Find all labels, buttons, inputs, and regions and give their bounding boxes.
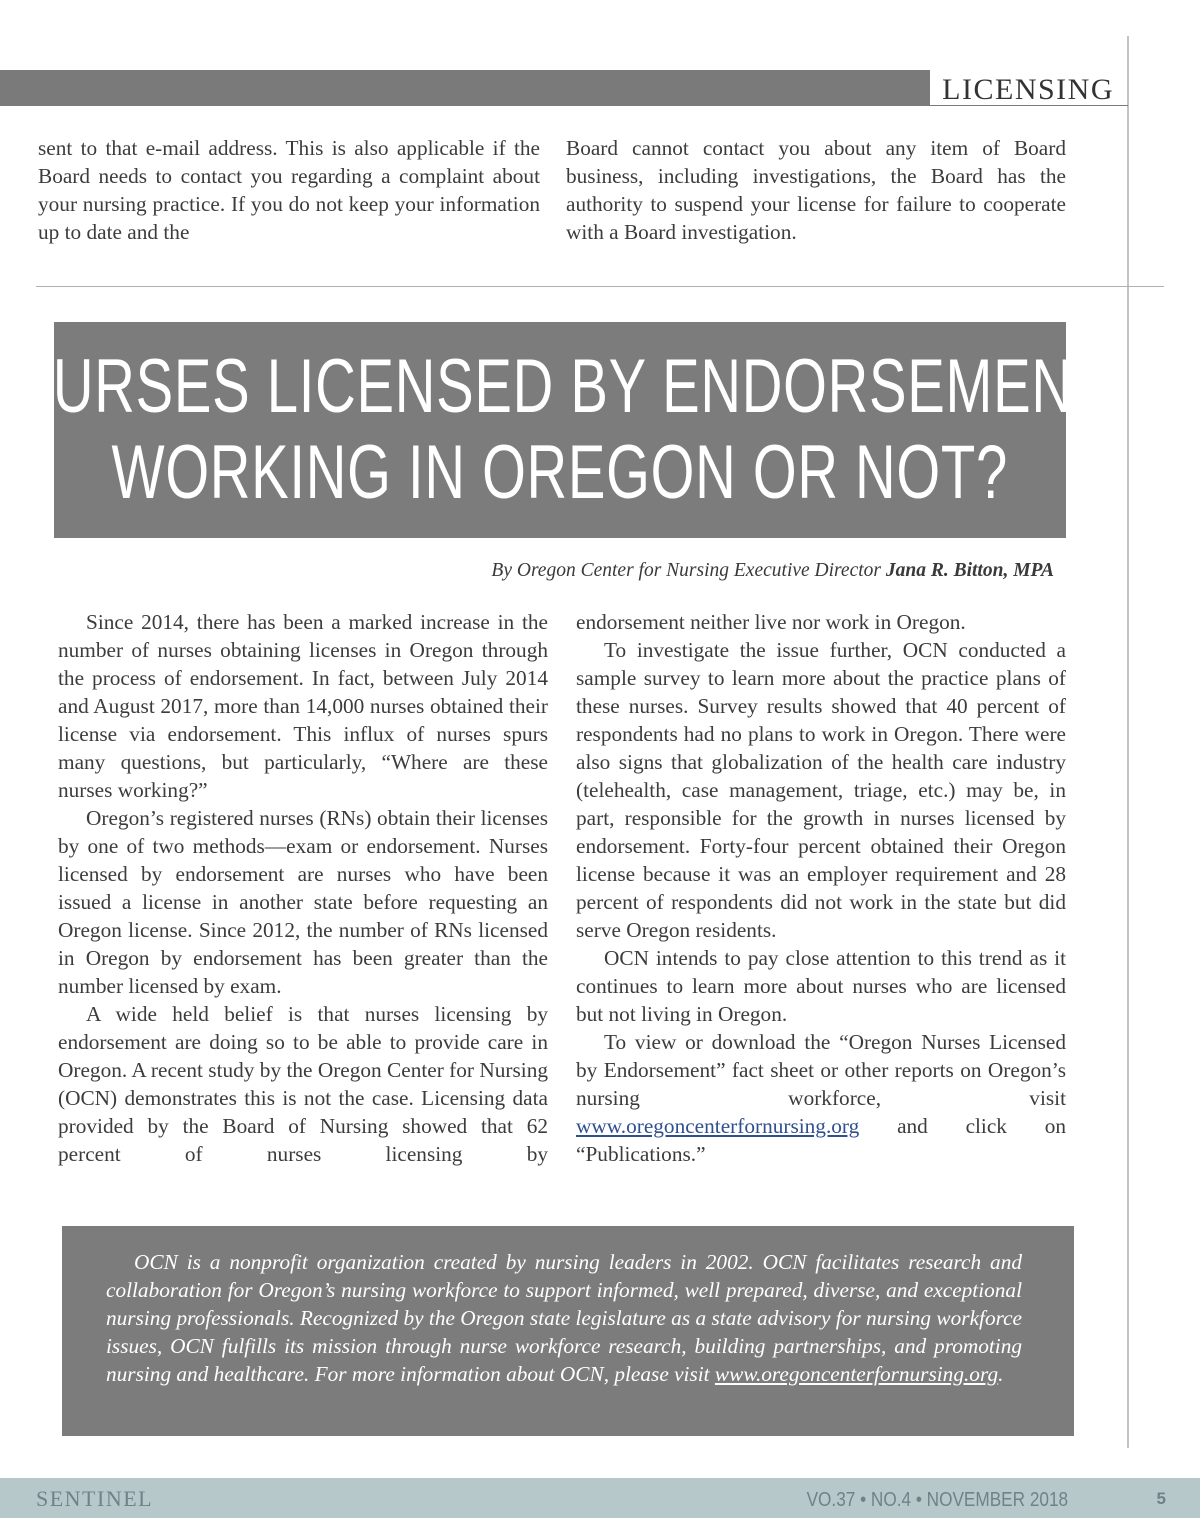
byline-prefix: By Oregon Center for Nursing Executive Director bbox=[491, 560, 881, 581]
ocn-info-text bbox=[106, 1248, 1022, 1388]
continuation-right-column bbox=[566, 134, 1066, 246]
continuation-right-text: Board cannot contact you about any item of Board business, including investigations, the Board has the authority to suspend your license for failure to cooperate with a Board investigation. bbox=[566, 136, 1066, 244]
article-right-column bbox=[576, 608, 1066, 1168]
article-left-column bbox=[58, 608, 548, 1168]
article-paragraph: Since 2014, there has been a marked increase in the number of nurses obtaining licenses in Oregon through the process of endorsement. In fact, between July 2014 and August 2017, more than 14,000 nurses obtained their license via endorsement. This influx of nurses spurs many questions, but particularly, “Where are these nurses working?” bbox=[58, 610, 548, 802]
closing-text-end: and click on “Publications.” bbox=[576, 1114, 1066, 1166]
article-paragraph: endorsement neither live nor work in Oregon. bbox=[576, 610, 966, 634]
article-title-line-1: NURSES LICENSED BY ENDORSEMENT bbox=[11, 344, 1109, 429]
continuation-left-text: sent to that e-mail address. This is also applicable if the Board needs to contact you regarding a complaint about your nursing practice. If you do not keep your information up to date and the bbox=[38, 136, 540, 244]
page-number: 5 bbox=[1156, 1489, 1166, 1508]
ocn-website-link[interactable]: www.oregoncenterfornursing.org bbox=[576, 1114, 860, 1138]
article-title-banner bbox=[11, 322, 1109, 538]
closing-text: To view or download the “Oregon Nurses Licensed by Endorsement” fact sheet or other reports on Oregon’s nursing workforce, visit bbox=[576, 1030, 1066, 1110]
article-closing-paragraph bbox=[576, 1028, 1066, 1168]
byline-author: Jana R. Bitton, MPA bbox=[885, 560, 1054, 581]
continuation-left-column bbox=[38, 134, 540, 246]
byline bbox=[491, 560, 1054, 582]
section-divider bbox=[36, 286, 1164, 287]
ocn-info-body: OCN is a nonprofit organization created by nursing leaders in 2002. OCN facilitates research and collaboration for Oregon’s nursing workforce to support informed, well prepared, diverse, and exceptional nursing professionals. Recognized by the Oregon state legislature as a state advisory for nursing workforce issues, OCN fulfills its mission through nurse workforce research, building partnerships, and promoting nursing and healthcare. For more information about OCN, please visit bbox=[106, 1250, 1022, 1386]
footer-issue-info: VO.37 • NO.4 • NOVEMBER 2018 bbox=[806, 1489, 1068, 1511]
ocn-info-box bbox=[62, 1226, 1074, 1436]
header-bar bbox=[0, 70, 930, 106]
article-paragraph: OCN intends to pay close attention to this trend as it continues to learn more about nurses who are licensed but not living in Oregon. bbox=[576, 946, 1066, 1026]
article-paragraph: A wide held belief is that nurses licensing by endorsement are doing so to be able to provide care in Oregon. A recent study by the Oregon Center for Nursing (OCN) demonstrates this is not the case. Licensing data provided by the Board of Nursing showed that 62 percent of nurses licensing by bbox=[58, 1002, 548, 1166]
section-label: LICENSING bbox=[930, 70, 1128, 106]
article-title-line-2: WORKING IN OREGON OR NOT? bbox=[111, 430, 1009, 515]
article-paragraph: To investigate the issue further, OCN conducted a sample survey to learn more about the practice plans of these nurses. Survey results showed that 40 percent of respondents had no plans to work in Oregon. There were also signs that globalization of the health care industry (telehealth, case management, triage, etc.) may be, in part, responsible for the growth in nurses licensed by endorsement. Forty-four percent obtained their Oregon license because it was an employer requirement and 28 percent of respondents did not work in the state but did serve Oregon residents. bbox=[576, 638, 1066, 942]
article-paragraph: Oregon’s registered nurses (RNs) obtain their licenses by one of two methods—exam or endorsement. Nurses licensed by endorsement are nurses who have been issued a license in another state before requesting an Oregon license. Since 2012, the number of RNs licensed in Oregon by endorsement has been greater than the number licensed by exam. bbox=[58, 806, 548, 998]
footer-brand: SENTINEL bbox=[36, 1486, 154, 1511]
vertical-rule bbox=[1127, 36, 1129, 1448]
ocn-info-end: . bbox=[998, 1362, 1004, 1386]
ocn-info-link[interactable]: www.oregoncenterfornursing.org bbox=[714, 1362, 999, 1386]
